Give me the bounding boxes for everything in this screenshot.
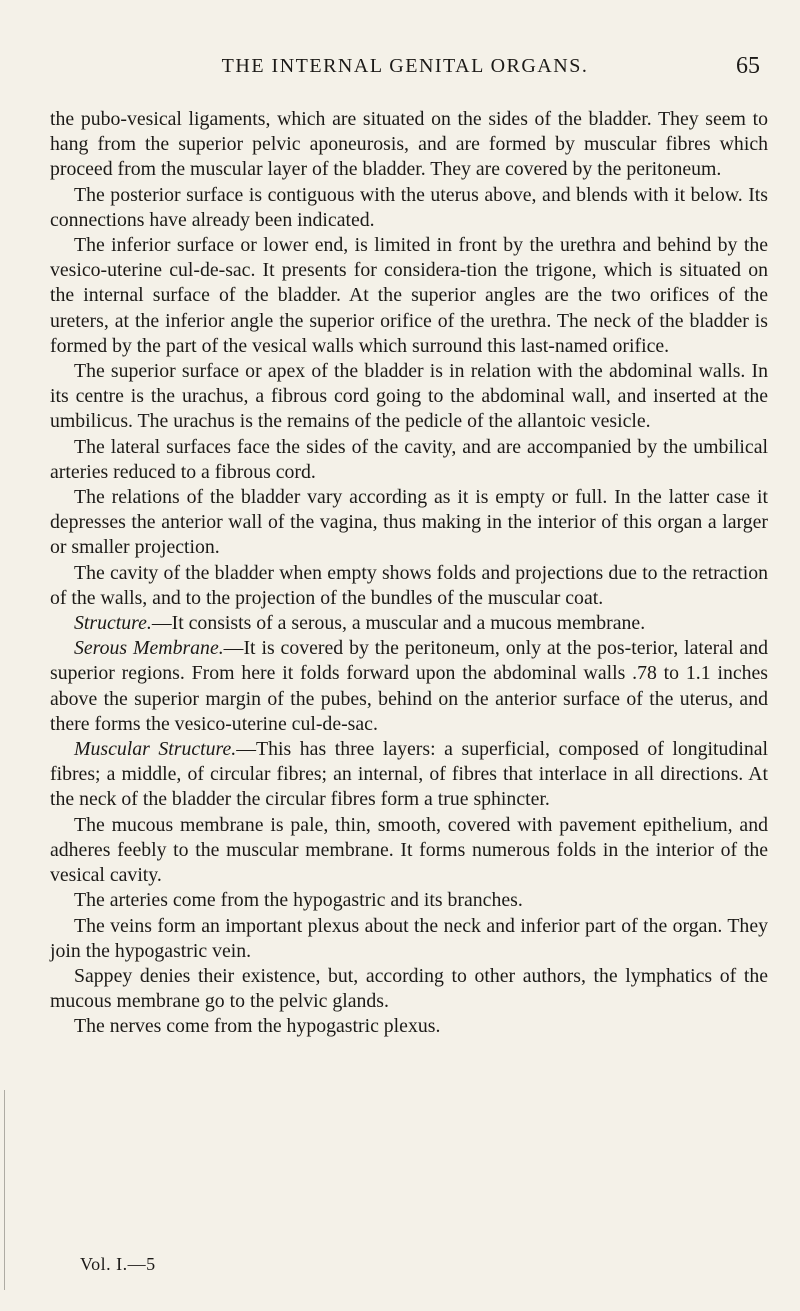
paragraph-structure <box>50 611 768 636</box>
paragraph-veins: The veins form an important plexus about the neck and inferior part of the organ. They join the hypogastric vein. <box>50 914 768 962</box>
paragraph-muscular-structure <box>50 737 768 813</box>
muscular-structure-text: —This has three layers: a superficial, composed of longitudinal fibres; a middle, of circular fibres; an internal, of fibres that interlace in all directions. At the neck of the bladder the circular fibres form a true sphincter. <box>50 738 768 811</box>
paragraph-lymphatics: Sappey denies their existence, but, according to other authors, the lymphatics of the mucous membrane go to the pelvic glands. <box>50 964 768 1013</box>
volume-signature: Vol. I.—5 <box>80 1254 156 1274</box>
page-number: 65 <box>736 53 760 79</box>
paragraph-relations: The relations of the bladder vary according as it is empty or full. In the latter case it depresses the anterior wall of the vagina, thus making in the interior of this organ a larger or smaller projection. <box>50 486 768 559</box>
paragraph-superior-surface: The superior surface or apex of the bladder is in relation with the abdominal walls. In its centre is the urachus, a fibrous cord going to the abdominal wall, and inserted at the umbilicus. The urachus is the remains of the pedicle of the allantoic vesicle. <box>50 360 768 433</box>
serous-membrane-text: —It is covered by the peritoneum, only at the pos-terior, lateral and superior regions. From here it folds forward upon the abdominal walls .78 to 1.1 inches above the superior margin of the pubes, behind on the anterior surface of the uterus, and there forms the vesico-uterine cul-de-sac. <box>50 637 768 735</box>
paragraph-cavity: The cavity of the bladder when empty shows folds and projections due to the retraction of the walls, and to the projection of the bundles of the muscular coat. <box>50 561 768 609</box>
paragraph-arteries: The arteries come from the hypogastric and its branches. <box>74 889 523 912</box>
paragraph-nerves: The nerves come from the hypogastric plexus. <box>74 1015 441 1038</box>
paragraph-lateral-surfaces: The lateral surfaces face the sides of the cavity, and are accompanied by the umbilical arteries reduced to a fibrous cord. <box>50 435 768 483</box>
paragraph-posterior-surface: The posterior surface is contiguous with the uterus above, and blends with it below. Its connections have already been indicated. <box>50 183 768 231</box>
paragraph-pubo-vesical-ligaments: the pubo-vesical ligaments, which are situated on the sides of the bladder. They seem to hang from the superior pelvic aponeurosis, and are formed by muscular fibres which proceed from the muscular layer of the bladder. They are covered by the peritoneum. <box>50 108 768 181</box>
body-text <box>50 107 768 1040</box>
paragraph-mucous-membrane: The mucous membrane is pale, thin, smooth, covered with pavement epithelium, and adheres feebly to the muscular membrane. It forms numerous folds in the interior of the vesical cavity. <box>50 813 768 887</box>
structure-text: —It consists of a serous, a muscular and a mucous membrane. <box>151 612 646 635</box>
paragraph-inferior-surface: The inferior surface or lower end, is limited in front by the urethra and behind by the vesico-uterine cul-de-sac. It presents for considera-tion the trigone, which is situated on the internal surface of the bladder. At the superior angles are the two orifices of the ureters, at the inferior angle the superior orifice of the urethra. The neck of the bladder is formed by the part of the vesical walls which surround this last-named orifice. <box>50 234 768 357</box>
structure-heading: Structure. <box>74 612 152 635</box>
muscular-structure-heading: Muscular Structure. <box>74 738 237 761</box>
paragraph-serous-membrane <box>50 636 768 737</box>
scan-edge-line <box>4 1090 5 1290</box>
serous-membrane-heading: Serous Membrane. <box>74 637 224 660</box>
running-title: THE INTERNAL GENITAL ORGANS. <box>221 55 589 77</box>
running-head <box>60 55 760 85</box>
